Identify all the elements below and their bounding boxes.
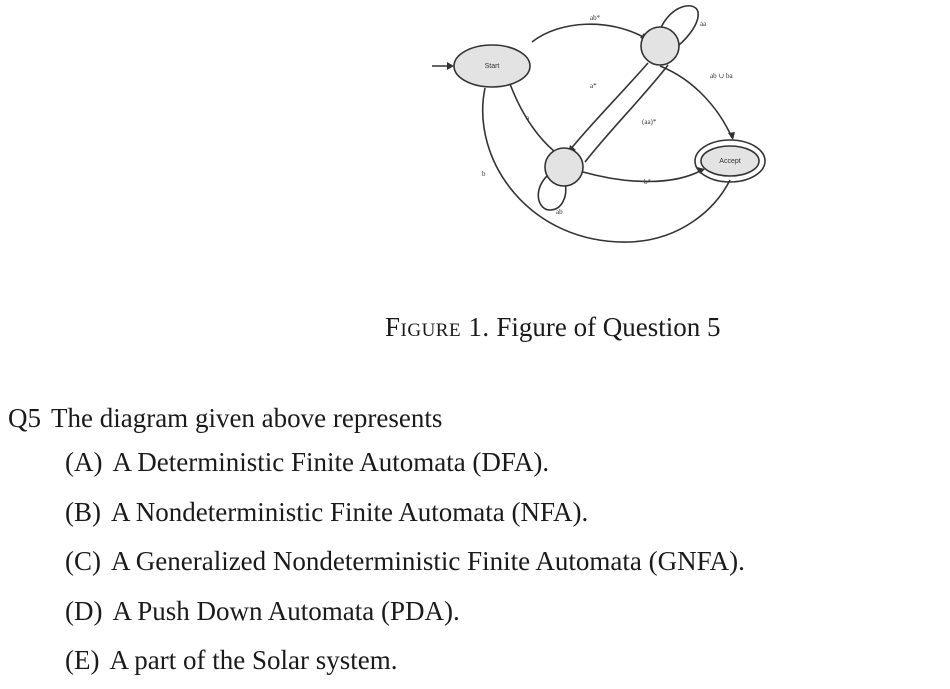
edge-label-q1-self: aa bbox=[700, 20, 707, 28]
edge-label-q1-q2: a* bbox=[590, 82, 597, 90]
state-q1 bbox=[641, 27, 679, 65]
question-number: Q5 bbox=[8, 403, 41, 433]
accept-state-label: Accept bbox=[719, 158, 741, 165]
option-text: A Deterministic Finite Automata (DFA). bbox=[112, 447, 550, 477]
edge-label-start-q2: a bbox=[526, 114, 530, 122]
edge-start-to-q1 bbox=[532, 24, 645, 42]
state-diagram-svg bbox=[420, 0, 780, 250]
option-a bbox=[65, 438, 943, 488]
figure-caption-text: Figure of Question 5 bbox=[496, 312, 721, 342]
question-block bbox=[8, 398, 943, 686]
edge-label-q2-self: ab bbox=[556, 208, 563, 216]
option-d bbox=[65, 587, 943, 637]
edge-label-q2-accept: b* bbox=[644, 178, 651, 186]
option-text: A Nondeterministic Finite Automata (NFA). bbox=[111, 496, 589, 527]
figure-caption bbox=[385, 312, 721, 343]
edge-start-to-accept bbox=[483, 88, 730, 242]
option-c bbox=[65, 537, 943, 587]
option-text: A Push Down Automata (PDA). bbox=[112, 595, 460, 626]
question-text: The diagram given above represents bbox=[51, 403, 443, 433]
option-letter: (A) bbox=[65, 447, 103, 477]
question-stem bbox=[8, 398, 943, 438]
option-e bbox=[65, 636, 943, 686]
gnfa-diagram bbox=[420, 0, 780, 250]
start-state-label: Start bbox=[484, 63, 500, 70]
edge-q1-to-q2 bbox=[570, 63, 648, 150]
figure-caption-prefix: Figure 1. bbox=[385, 312, 490, 342]
state-q2 bbox=[545, 148, 583, 186]
option-letter: (D) bbox=[65, 595, 103, 626]
edge-q2-to-accept bbox=[583, 170, 702, 182]
edge-q2-to-q1 bbox=[585, 65, 668, 162]
edge-label-start-q1: ab* bbox=[590, 14, 601, 22]
edge-label-q2-q1: (aa)* bbox=[642, 118, 657, 126]
option-b bbox=[65, 488, 943, 538]
answer-options bbox=[8, 438, 943, 686]
option-letter: (B) bbox=[65, 496, 101, 527]
arrowhead-into-accept-top bbox=[728, 132, 735, 140]
start-arrowhead bbox=[447, 62, 454, 70]
option-text: A Generalized Nondeterministic Finite Automata (GNFA). bbox=[111, 546, 745, 576]
edge-start-to-q2 bbox=[510, 84, 555, 152]
option-text: A part of the Solar system. bbox=[109, 645, 398, 675]
option-letter: (E) bbox=[65, 645, 100, 675]
edge-label-q1-accept: ab ∪ ba bbox=[710, 72, 733, 80]
option-letter: (C) bbox=[65, 546, 101, 576]
edge-label-start-accept: b bbox=[482, 170, 486, 178]
